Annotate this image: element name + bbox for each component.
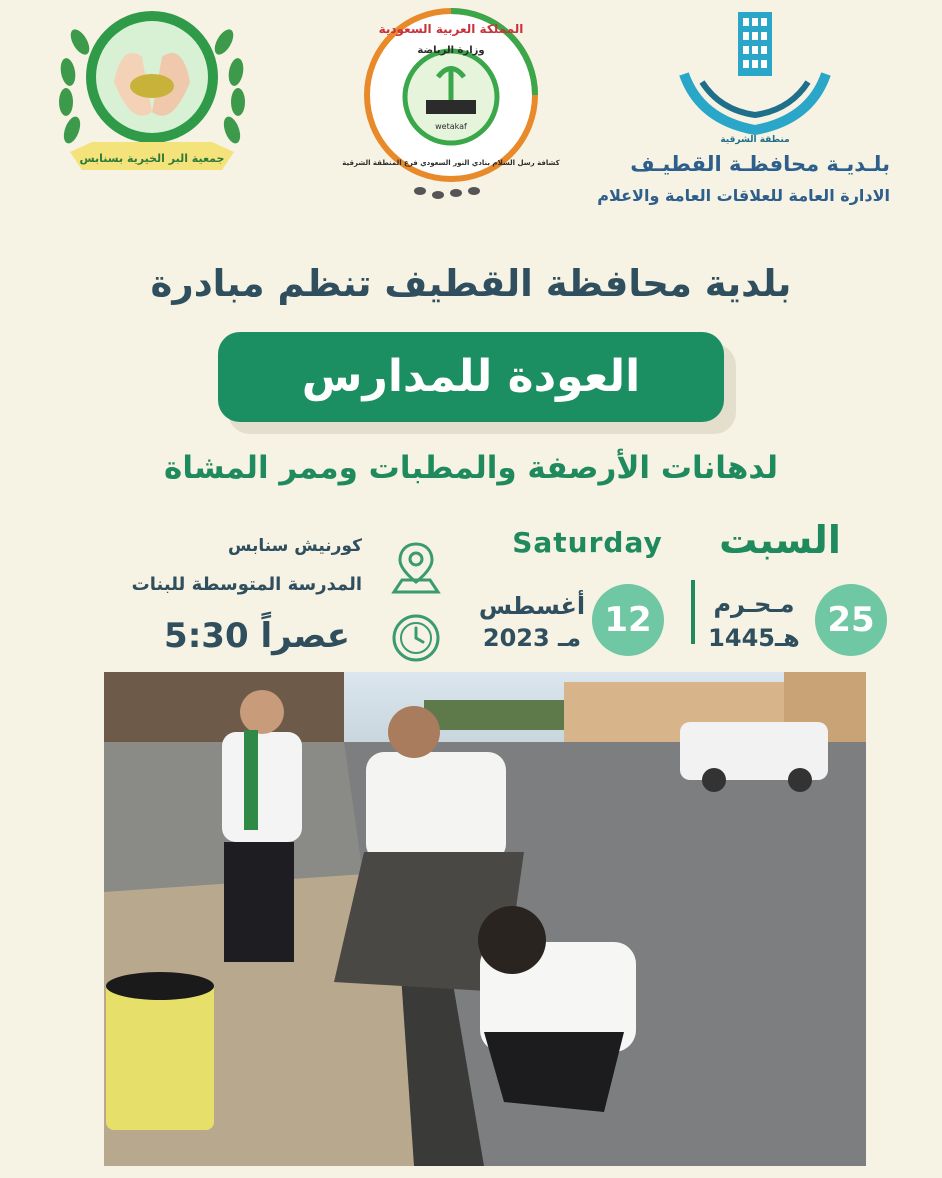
scouts-bottom-text: كشافة رسل السلام بنادي النور السعودي فرع المنطقة الشرقية xyxy=(342,159,560,167)
scouts-top-text: المملكة العربية السعودية xyxy=(378,22,524,36)
gregorian-year: 2023 مـ xyxy=(482,624,582,652)
municipality-name: بلـديـة محافظـة القطيـف xyxy=(630,152,890,176)
event-time: 5:30 عصراً xyxy=(164,616,350,656)
hijri-year: 1445هـ xyxy=(708,624,800,652)
municipality-department: الادارة العامة للعلاقات العامة والاعلام xyxy=(597,186,890,205)
location-corniche: كورنيش سنابس xyxy=(227,536,362,556)
gregorian-day: 12 xyxy=(592,584,664,656)
scouts-logo xyxy=(342,5,560,205)
date-divider xyxy=(691,580,695,644)
headline: بلدية محافظة القطيف تنظم مبادرة xyxy=(150,262,792,305)
event-title: العودة للمدارس xyxy=(301,351,641,402)
charity-logo xyxy=(52,2,252,202)
scouts-tag-text: wetakaf xyxy=(435,122,467,131)
hijri-month: مـحـرم xyxy=(713,590,795,618)
event-photo xyxy=(104,672,866,1166)
scouts-ministry-text: وزارة الرياضة xyxy=(417,45,485,56)
event-subtitle: لدهانات الأرصفة والمطبات وممر المشاة xyxy=(164,450,778,486)
hijri-day: 25 xyxy=(815,584,887,656)
location-pin-icon xyxy=(390,540,442,596)
municipality-logo xyxy=(680,10,830,145)
location-school: المدرسة المتوسطة للبنات xyxy=(131,574,362,595)
day-english: Saturday xyxy=(512,526,663,559)
gregorian-month: أغسطس xyxy=(478,592,586,620)
charity-ribbon-text: جمعية البر الخيرية بسنابس xyxy=(79,152,225,165)
clock-icon xyxy=(390,612,442,664)
municipality-mark-text: منطقة الشرقية xyxy=(720,135,790,145)
day-arabic: السبت xyxy=(719,518,841,562)
